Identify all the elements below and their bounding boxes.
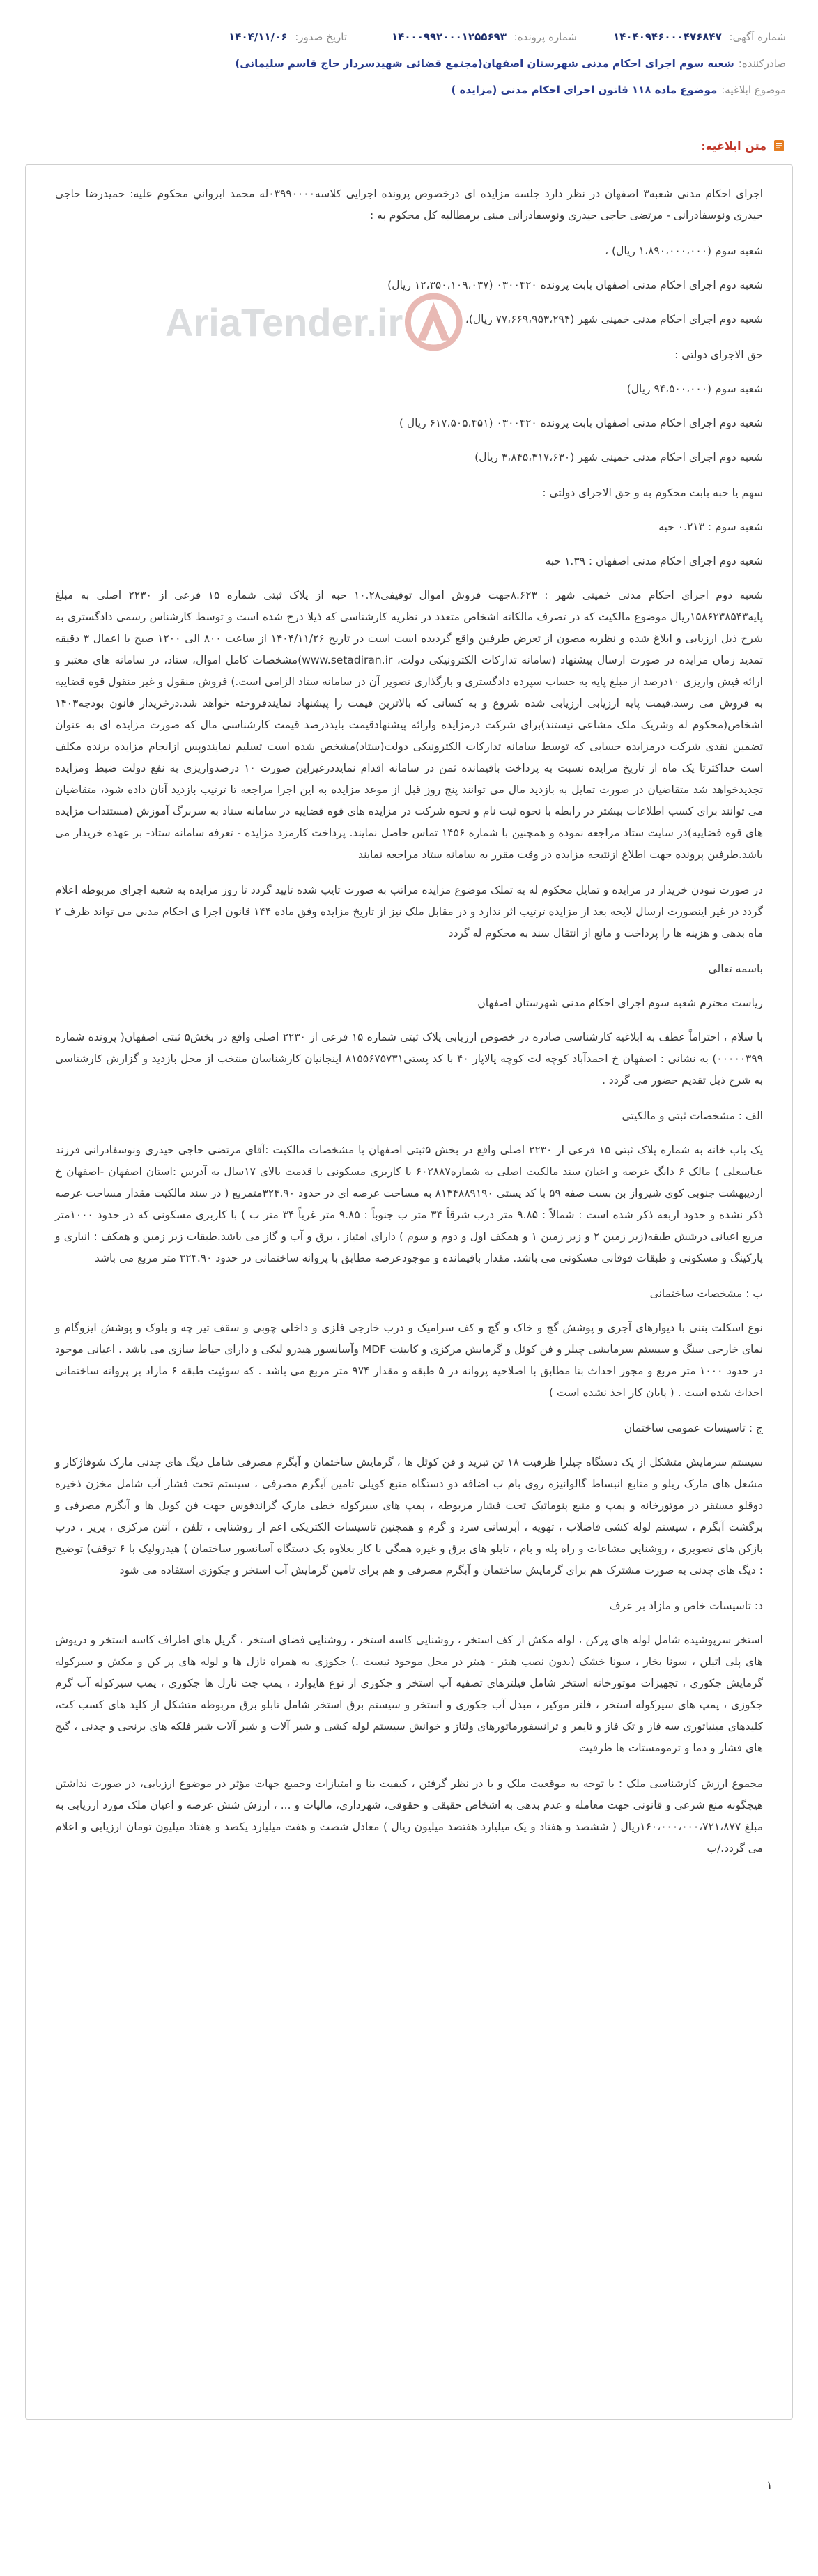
issuer-label: صادرکننده: bbox=[738, 57, 786, 70]
body-paragraph: ب : مشخصات ساختمانی bbox=[649, 1287, 763, 1300]
notice-body bbox=[55, 183, 763, 1860]
case-number-label: شماره پرونده: bbox=[514, 31, 577, 43]
issuer-value: شعبه سوم اجرای احکام مدنی شهرستان اصفهان(مجتمع قضائی شهیدسردار حاج قاسم سلیمانی) bbox=[235, 57, 734, 70]
case-number-value: ۱۴۰۰۰۹۹۲۰۰۰۱۲۵۵۶۹۳ bbox=[392, 31, 507, 43]
body-paragraph: ریاست محترم شعبه سوم اجرای احکام مدنی شهرستان اصفهان bbox=[477, 997, 763, 1009]
issuer-row bbox=[32, 50, 786, 77]
body-paragraph: نوع اسکلت بتنی با دیوارهای آجری و پوشش گچ و خاک و گچ و کف سرامیک و درب خارجی فلزی و داخلی چوبی و سقف تیر چه و بلوک و پوشش ایزوگام و نمای خارجی سنگ و سیستم سرمایشی چیلر و فن کوئل و گرمایش مرکزی و کابینت MDF وآسانسور هیدرو لیکی و دارای حیاط سازی می باشد . اعیانی موجود در حدود ۱۰۰۰ متر مربع و مجوز احداث بنا مطابق با اصلاحیه پروانه در ۵ طبقه و مقدار ۹۷۴ متر مربع می باشد . که سوئیت طبقه ۶ مازاد بر پروانه ساختمانی احداث شده است . ( پایان کار اخذ نشده است ) bbox=[55, 1321, 763, 1399]
body-paragraph: باسمه تعالی bbox=[708, 963, 763, 975]
header-meta-row bbox=[32, 24, 786, 50]
case-number bbox=[347, 31, 577, 43]
page-number: ۱ bbox=[766, 2478, 773, 2492]
body-paragraph: شعبه دوم اجرای احکام مدنی اصفهان بابت پرونده ۰۳۰۰۴۲۰ (۶۱۷،۵۰۵،۴۵۱ ریال ) bbox=[399, 417, 763, 429]
section-title-text: متن ابلاغیه: bbox=[701, 139, 766, 153]
notice-number bbox=[577, 31, 786, 43]
body-paragraph: در صورت نبودن خریدار در مزایده و تمایل محکوم له به تملک موضوع مزایده مراتب به صورت تایپ شده تایید گردد تا روز مزایده به شعبه اجرای مربوطه اعلام گردد در غیر اینصورت ارسال لایحه بعد از مزایده ترتیب اثر ندارد و در مقابل ملک نیز از تاریخ مزایده وفق ماده ۱۴۴ قانون اجرا ی احکام مدنی می تواند ظرف ۲ ماه بدهی و هزینه ها را پرداخت و مانع از انتقال سند به محکوم له گردد bbox=[55, 884, 763, 940]
body-paragraph: شعبه دوم اجرای احکام مدنی اصفهان : ۱.۳۹ حبه bbox=[545, 555, 763, 567]
section-title bbox=[0, 139, 818, 153]
body-paragraph: شعبه دوم اجرای احکام مدنی خمینی شهر (۷۷،۶۶۹،۹۵۳،۲۹۴ ریال)، bbox=[465, 313, 763, 325]
body-paragraph: مجموع ارزش کارشناسی ملک : با توجه به موقعیت ملک و با در نظر گرفتن ، کیفیت بنا و امتیازات وجمیع جهات مؤثر در موضوع ارزیابی، در صورت نداشتن هیچگونه منع شرعی و قانونی جهت معامله و عدم بدهی به اشخاص حقیقی و حقوقی، شهرداری، مالیات و ... ، ارزش شش عرصه و اعیان ملک مورد ارزیابی به مبلغ ۱۶۰،۰۰۰،۰۰۰،۷۲۱،۸۷۷ریال ( ششصد و هفتاد و یک میلیارد هفتصد میلیون ریال ) معادل شصت و هفت میلیارد یکصد و هفتاد میلیون تومان ارزیابی و اعلام می گردد./ب bbox=[55, 1777, 763, 1855]
body-paragraph: سیستم سرمایش متشکل از یک دستگاه چیلرا ظرفیت ۱۸ تن تبرید و فن کوئل ها ، گرمایش ساختمان و آبگرم مصرفی شامل دیگ های چدنی مارک شوفاژکار و مشعل های مارک ریلو و منابع انبساط گالوانیزه روی بام ب اضافه دو دستگاه منبع کویلی تامین آبگرم مصرفی ، سیستم تحت فشار آب شامل مخزن ذخیره دوقلو مستقر در موتورخانه و پمپ و منبع پنوماتیک تحت فشار مربوطه ، پمپ های سیرکوله خطی مارک گراندفوس جهت فن کویل ها و آبگرم مصرفی و برگشت آبگرم ، سیستم لوله کشی فاضلاب ، تهویه ، آبرسانی سرد و گرم و همچنین تاسیسات الکتریکی اعم از روشنایی ، تلفن ، آنتن مرکزی ، پریز ، درب بازکن های تصویری ، روشنایی مشاعات و راه پله و بام ، تابلو های برق و غیره همگی با کار بعلاوه یک دستگاه آسانسور ساختمان ) هیدرولیک با ۶ توقف) توضیح : دیگ های چدنی به صورت مشترک هم برای گرمایش ساختمان و آبگرم مصرفی و هم برای تامین گرمایش آب استخر و جکوزی استفاده می شود bbox=[55, 1456, 764, 1577]
document-icon bbox=[772, 139, 786, 153]
issue-date bbox=[229, 31, 347, 43]
body-paragraph: شعبه سوم : ۰.۲۱۳ حبه bbox=[658, 521, 763, 533]
body-paragraph: حق الاجرای دولتی : bbox=[674, 348, 763, 361]
notice-number-value: ۱۴۰۴۰۹۴۶۰۰۰۴۷۶۸۴۷ bbox=[613, 31, 722, 43]
subject-value: موضوع ماده ۱۱۸ قانون اجرای احکام مدنی (مزایده ) bbox=[451, 84, 718, 96]
notice-body-box bbox=[25, 164, 793, 2420]
body-paragraph: شعبه دوم اجرای احکام مدنی خمینی شهر : ۸.۶۲۳جهت فروش اموال توقیفی۱۰.۲۸ حبه از پلاک ثبتی شماره ۱۵ فرعی از ۲۲۳۰ اصلی به مبلغ پایه۱۵۸۶۲۳۸۵۴۳ریال موضوع مالکیت که در تصرف مالکانه اشخاص متعدد در نظریه کارشناسی که ذیلا درج شده است و توسط کارشناس رسمی دادگستری به شرح ذیل ارزیابی و ابلاغ شده و نظریه مصون از تعرض طرفین واقع گردیده است است در تاریخ ۱۴۰۴/۱۱/۲۶ از ساعت ۸۰۰ الی ۱۲۰۰ صبح با اعمال ۳ دقیقه تمدید زمان مزایده در صورت ارسال پیشنهاد (سامانه تدارکات الکترونیکی دولت، www.setadiran.ir)مشخصات کامل اموال، ستاد، در سامانه های معتبر و ارائه فیش واریزی ۱۰درصد از مبلغ پایه به حساب سپرده دادگستری و بارگذاری تصویر آن در سامانه ستاد الزامی است.) فروش منقول و غیر منقول قوه قضاییه به فروش می رسد.قیمت پایه ارزیابی ارزیابی شده شروع و به کسانی که بالاترین قیمت را پیشنهاد نمایندفروخته خواهد شد.درخریدار قانون بودجه۱۴۰۳ اشخاص(محکوم له وشریک ملک مشاعی نیستند)برای شرکت درمزایده وارائه پیشنهادقیمت بایددرصد قیمت کارشناسی مال که صورت مزایده ای به عنوان تضمین نقدی شرکت درمزایده حسابی که توسط سامانه تدارکات الکترونیکی دولت(ستاد)مشخص شده است تسلیم نمایندوپس ازانجام مزایده برنده مکلف است حداکثرتا یک ماه از تاریخ مزایده نسبت به پرداخت باقیمانده ثمن در سامانه اقدام نمایددرغیراین صورت ۱۰ درصدواریزی به نفع دولت ضبط ومزایده تجدیدخواهد شد متقاضیان در صورت تمایل به بازدید مال می توانند پنج روز قبل از موعد مزایده به این اجرا مراجعه تا ترتیب بازدید آنان داده شود، متقاضیان می توانند برای کسب اطلاعات بیشتر در رابطه با نحوه ثبت نام و نحوه شرکت در مزایده های قوه قضاییه در سامانه ستاد به سربرگ آموزش (مستندات مزایده های قوه قضاییه)در سایت ستاد مراجعه نموده و همچنین با شماره ۱۴۵۶ تماس حاصل نمایند. پرداخت کارمزد مزایده - تعرفه سامانه ستاد- بر عهده خریدار می باشد.طرفین پرونده جهت اطلاع ازنتیجه مزایده در وقت مقرر به سامانه ستاد مراجعه نمایند bbox=[55, 589, 764, 861]
issue-date-label: تاریخ صدور: bbox=[295, 31, 347, 43]
body-paragraph: یک باب خانه به شماره پلاک ثبتی ۱۵ فرعی از ۲۲۳۰ اصلی واقع در بخش ۵ثبتی اصفهان با مشخصات مالکیت :آقای مرتضی حاجی حیدری ونوسفادرانی فرزند عباسعلی ) مالک ۶ دانگ عرصه و اعیان سند مالکیت اصلی به شماره۶۰۲۸۸۷ با کاربری مسکونی با قدمت بالای ۱۷سال به آدرس :استان اصفهان -اصفهان خ اردیبهشت جنوبی کوی شیرواز بن بست صفه ۵۹ با کد پستی ۸۱۳۴۸۸۹۱۹۰ به مساحت عرصه ای در حدود ۳۲۴.۹۰متمربع ( در سند مالکیت مقدار مساحت عرصه ذکر نشده و حدود اربعه ذکر شده است : شمالاً : ۹.۸۵ متر درب شرقاً ۳۴ متر ب جنوباً : ۹.۸۵ متر غرباً ۳۴ متر ب ) با کاربری مسکونی که در حدود ۱۰۰۰متر مربع اعیانی درشش طبقه(زیر زمین ۲ و زیر زمین ۱ و همکف اول و دوم و سوم ) دارای امتیاز ، برق و آب و گاز می باشد.طبقات زیر زمین و همکف : انباری و پارکینگ و مسکونی و طبقات فوقانی مسکونی می باشد. مقدار باقیمانده و موجودعرصه مطابق با پروانه ساختمانی در حدود ۳۲۴.۹۰ متر مربع می باشد bbox=[55, 1144, 764, 1264]
notice-header bbox=[0, 0, 818, 112]
body-paragraph: اجرای احکام مدنی شعبه۳ اصفهان در نظر دارد جلسه مزایده ای درخصوص پرونده اجرایی کلاسه۰۳۹۹۰۰۰۰له محمد ابرواني محکوم علیه: حمیدرضا حاجی حیدری ونوسفادرانی - مرتضی حاجی حیدری ونوسفادرانی مبنی برمطالبه کل محکوم به : bbox=[55, 187, 763, 222]
subject-row bbox=[32, 77, 786, 103]
body-paragraph: شعبه دوم اجرای احکام مدنی اصفهان بابت پرونده ۰۳۰۰۴۲۰ (۱۲،۳۵۰،۱۰۹،۰۳۷ ریال) bbox=[387, 279, 763, 291]
watermark-text: AriaTender.ir bbox=[165, 300, 403, 344]
body-paragraph: ج : تاسیسات عمومی ساختمان bbox=[624, 1422, 763, 1434]
issue-date-value: ۱۴۰۴/۱۱/۰۶ bbox=[229, 31, 288, 43]
subject-label: موضوع ابلاغیه: bbox=[721, 84, 786, 96]
body-paragraph: با سلام ، احتراماً عطف به ابلاغیه کارشناسی صادره در خصوص ارزیابی پلاک ثبتی شماره ۱۵ فرعی از ۲۲۳۰ اصلی واقع در بخش۵ ثبتی اصفهان( پرونده شماره ۰۰۰۰۰۳۹۹) به نشانی : اصفهان خ احمدآباد کوچه لت کوچه پالاپار ۴۰ با کد پستی۸۱۵۵۶۷۵۷۳۱ اینجانیان کارشناسان منتخب از محل بازدید و گزارش کارشناسی به شرح ذیل تقدیم حضور می گردد . bbox=[55, 1031, 763, 1087]
body-paragraph: سهم یا حبه بابت محکوم به و حق الاجرای دولتی : bbox=[542, 486, 763, 499]
body-paragraph: شعبه دوم اجرای احکام مدنی خمینی شهر (۳،۸۴۵،۳۱۷،۶۳۰ ریال) bbox=[474, 451, 763, 463]
body-paragraph: استخر سرپوشیده شامل لوله های پرکن ، لوله مکش از کف استخر ، روشنایی کاسه استخر ، روشنایی فضای استخر ، گریل های اطراف کاسه استخر و دریوش های پلی اتیلن ، سونا بخار ، سونا خشک (بدون نصب هیتر - هیتر در محل موجود نیست .) جکوزی به همراه نازل ها و لوله های پر کن و مکش و سیرکوله گرمایش جکوزی ، تجهیزات موتورخانه استخر شامل فیلترهای تصفیه آب استخر و جکوزی از نوع هایوارد ، پمپ جت نازل ها جکوزی ، پمپ سیرکوله آب گرم جکوزی ، پمپ های سیرکوله استخر ، فلتر موکیر ، مبدل آب جکوزی و استخر و سیستم برق استخر شامل تابلو برق مربوطه متشکل از کلید های کسب کت، کلیدهای مینیاتوری سه فاز و تک فاز و تایمر و ترانسفورماتورهای ولتاژ و خوانش سیستم لوله کشی و شیر آلات و شیر آلات شیر فلکه های برنجی و چدنی ، گیج های فشار و دما و ترمومستات ها ظرفیت bbox=[55, 1634, 763, 1754]
notice-number-label: شماره آگهی: bbox=[729, 31, 786, 43]
body-paragraph: د: تاسیسات خاص و مازاد بر عرف bbox=[609, 1600, 763, 1612]
body-paragraph: الف : مشخصات ثبتی و مالکیتی bbox=[622, 1110, 763, 1122]
body-paragraph: شعبه سوم (۹۴،۵۰۰،۰۰۰ ریال) bbox=[626, 383, 763, 395]
body-paragraph: شعبه سوم (۱،۸۹۰،۰۰۰،۰۰۰ ریال) ، bbox=[605, 245, 763, 257]
